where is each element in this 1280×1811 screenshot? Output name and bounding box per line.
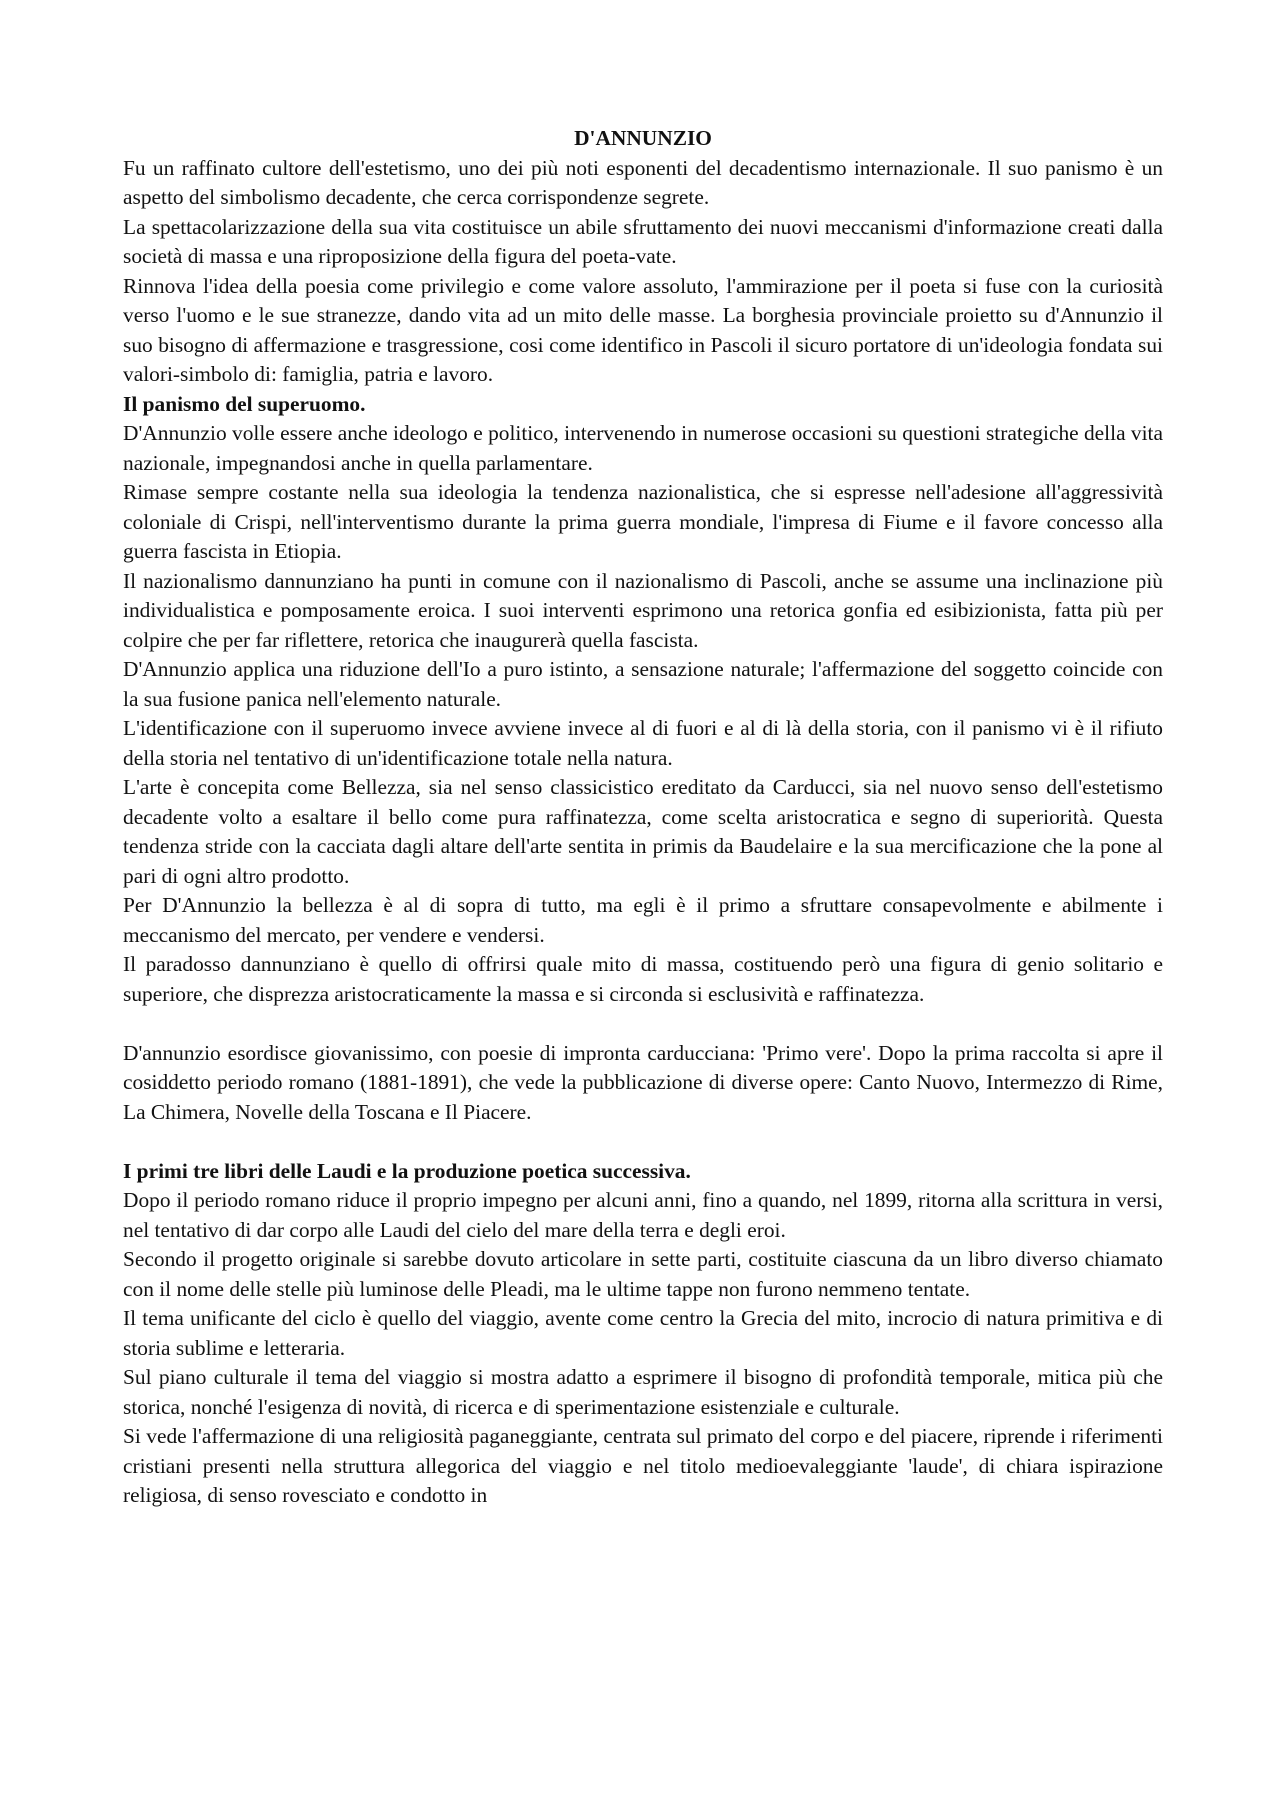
paragraph-panismo-7: Per D'Annunzio la bellezza è al di sopra di tutto, ma egli è il primo a sfruttare consapevolmente e abilmente i meccanismo del mercato, per vendere e vendersi. — [123, 893, 1163, 947]
paragraph-panismo-6: L'arte è concepita come Bellezza, sia nel senso classicistico ereditato da Carducci, sia nel nuovo senso dell'estetismo decadente volto a esaltare il bello come pura raffinatezza, come scelta aristocratica e segno di superiorità. Questa tendenza stride con la cacciata dagli altare dell'arte sentita in primis da Baudelaire e la sua mercificazione che la pone al pari di ogni altro prodotto. — [123, 775, 1163, 888]
paragraph-intro-1: Fu un raffinato cultore dell'estetismo, uno dei più noti esponenti del decadentismo internazionale. Il suo panismo è un aspetto del simbolismo decadente, che cerca corrispondenze segrete. — [123, 155, 1163, 209]
paragraph-esordio: D'annunzio esordisce giovanissimo, con poesie di impronta carducciana: 'Primo vere'. Dopo la prima raccolta si apre il cosiddetto periodo romano (1881-1891), che vede la pubblicazione di diverse opere: Canto Nuovo, Intermezzo di Rime, La Chimera, Novelle della Toscana e Il Piacere. — [123, 1040, 1163, 1124]
blank-line — [123, 1127, 1163, 1157]
paragraph-panismo-5: L'identificazione con il superuomo invece avviene invece al di fuori e al di là della storia, con il panismo vi è il rifiuto della storia nel tentativo di un'identificazione totale nella natura. — [123, 716, 1163, 770]
paragraph-panismo-1: D'Annunzio volle essere anche ideologo e politico, intervenendo in numerose occasioni su questioni strategiche della vita nazionale, impegnandosi anche in quella parlamentare. — [123, 421, 1163, 475]
paragraph-laudi-1: Dopo il periodo romano riduce il proprio impegno per alcuni anni, fino a quando, nel 1899, ritorna alla scrittura in versi, nel tentativo di dar corpo alle Laudi del cielo del mare della terra e degli eroi. — [123, 1188, 1163, 1242]
paragraph-laudi-4: Sul piano culturale il tema del viaggio si mostra adatto a esprimere il bisogno di profondità temporale, mitica più che storica, nonché l'esigenza di novità, di ricerca e di sperimentazione esistenziale e culturale. — [123, 1365, 1163, 1419]
paragraph-panismo-3: Il nazionalismo dannunziano ha punti in comune con il nazionalismo di Pascoli, anche se assume una inclinazione più individualistica e pomposamente eroica. I suoi interventi esprimono una retorica gonfia ed esibizionista, fatta più per colpire che per far riflettere, retorica che inaugurerà quella fascista. — [123, 568, 1163, 652]
section-heading-laudi: I primi tre libri delle Laudi e la produzione poetica successiva. — [123, 1158, 691, 1183]
paragraph-panismo-8: Il paradosso dannunziano è quello di offrirsi quale mito di massa, costituendo però una figura di genio solitario e superiore, che disprezza aristocraticamente la massa e si circonda si esclusività e raffinatezza. — [123, 952, 1163, 1006]
paragraph-laudi-2: Secondo il progetto originale si sarebbe dovuto articolare in sette parti, costituite ciascuna da un libro diverso chiamato con il nome delle stelle più luminose delle Pleadi, ma le ultime tappe non furono nemmeno tentate. — [123, 1247, 1163, 1301]
paragraph-laudi-3: Il tema unificante del ciclo è quello del viaggio, avente come centro la Grecia del mito, incrocio di natura primitiva e di storia sublime e letteraria. — [123, 1306, 1163, 1360]
document-title: D'ANNUNZIO — [574, 126, 712, 150]
document-page — [123, 124, 1163, 1511]
paragraph-panismo-2: Rimase sempre costante nella sua ideologia la tendenza nazionalistica, che si espresse nell'adesione all'aggressività coloniale di Crispi, nell'interventismo durante la prima guerra mondiale, l'impresa di Fiume e il favore concesso alla guerra fascista in Etiopia. — [123, 480, 1163, 563]
paragraph-laudi-5: Si vede l'affermazione di una religiosità paganeggiante, centrata sul primato del corpo e del piacere, riprende i riferimenti cristiani presenti nella struttura allegorica del viaggio e nel titolo medioevaleggiante 'laude', di chiara ispirazione religiosa, di senso rovesciato e condotto in — [123, 1424, 1163, 1507]
blank-line — [123, 1009, 1163, 1039]
paragraph-intro-3: Rinnova l'idea della poesia come privilegio e come valore assoluto, l'ammirazione per il poeta si fuse con la curiosità verso l'uomo e le sue stranezze, dando vita ad un mito delle masse. La borghesia provinciale proietto su d'Annunzio il suo bisogno di affermazione e trasgressione, cosi come identifico in Pascoli il sicuro portatore di un'ideologia fondata sui valori-simbolo di: famiglia, patria e lavoro. — [123, 273, 1163, 386]
paragraph-panismo-4: D'Annunzio applica una riduzione dell'Io a puro istinto, a sensazione naturale; l'affermazione del soggetto coincide con la sua fusione panica nell'elemento naturale. — [123, 657, 1163, 711]
section-heading-panismo: Il panismo del superuomo. — [123, 391, 366, 416]
paragraph-intro-2: La spettacolarizzazione della sua vita costituisce un abile sfruttamento dei nuovi meccanismi d'informazione creati dalla società di massa e una riproposizione della figura del poeta-vate. — [123, 214, 1163, 268]
